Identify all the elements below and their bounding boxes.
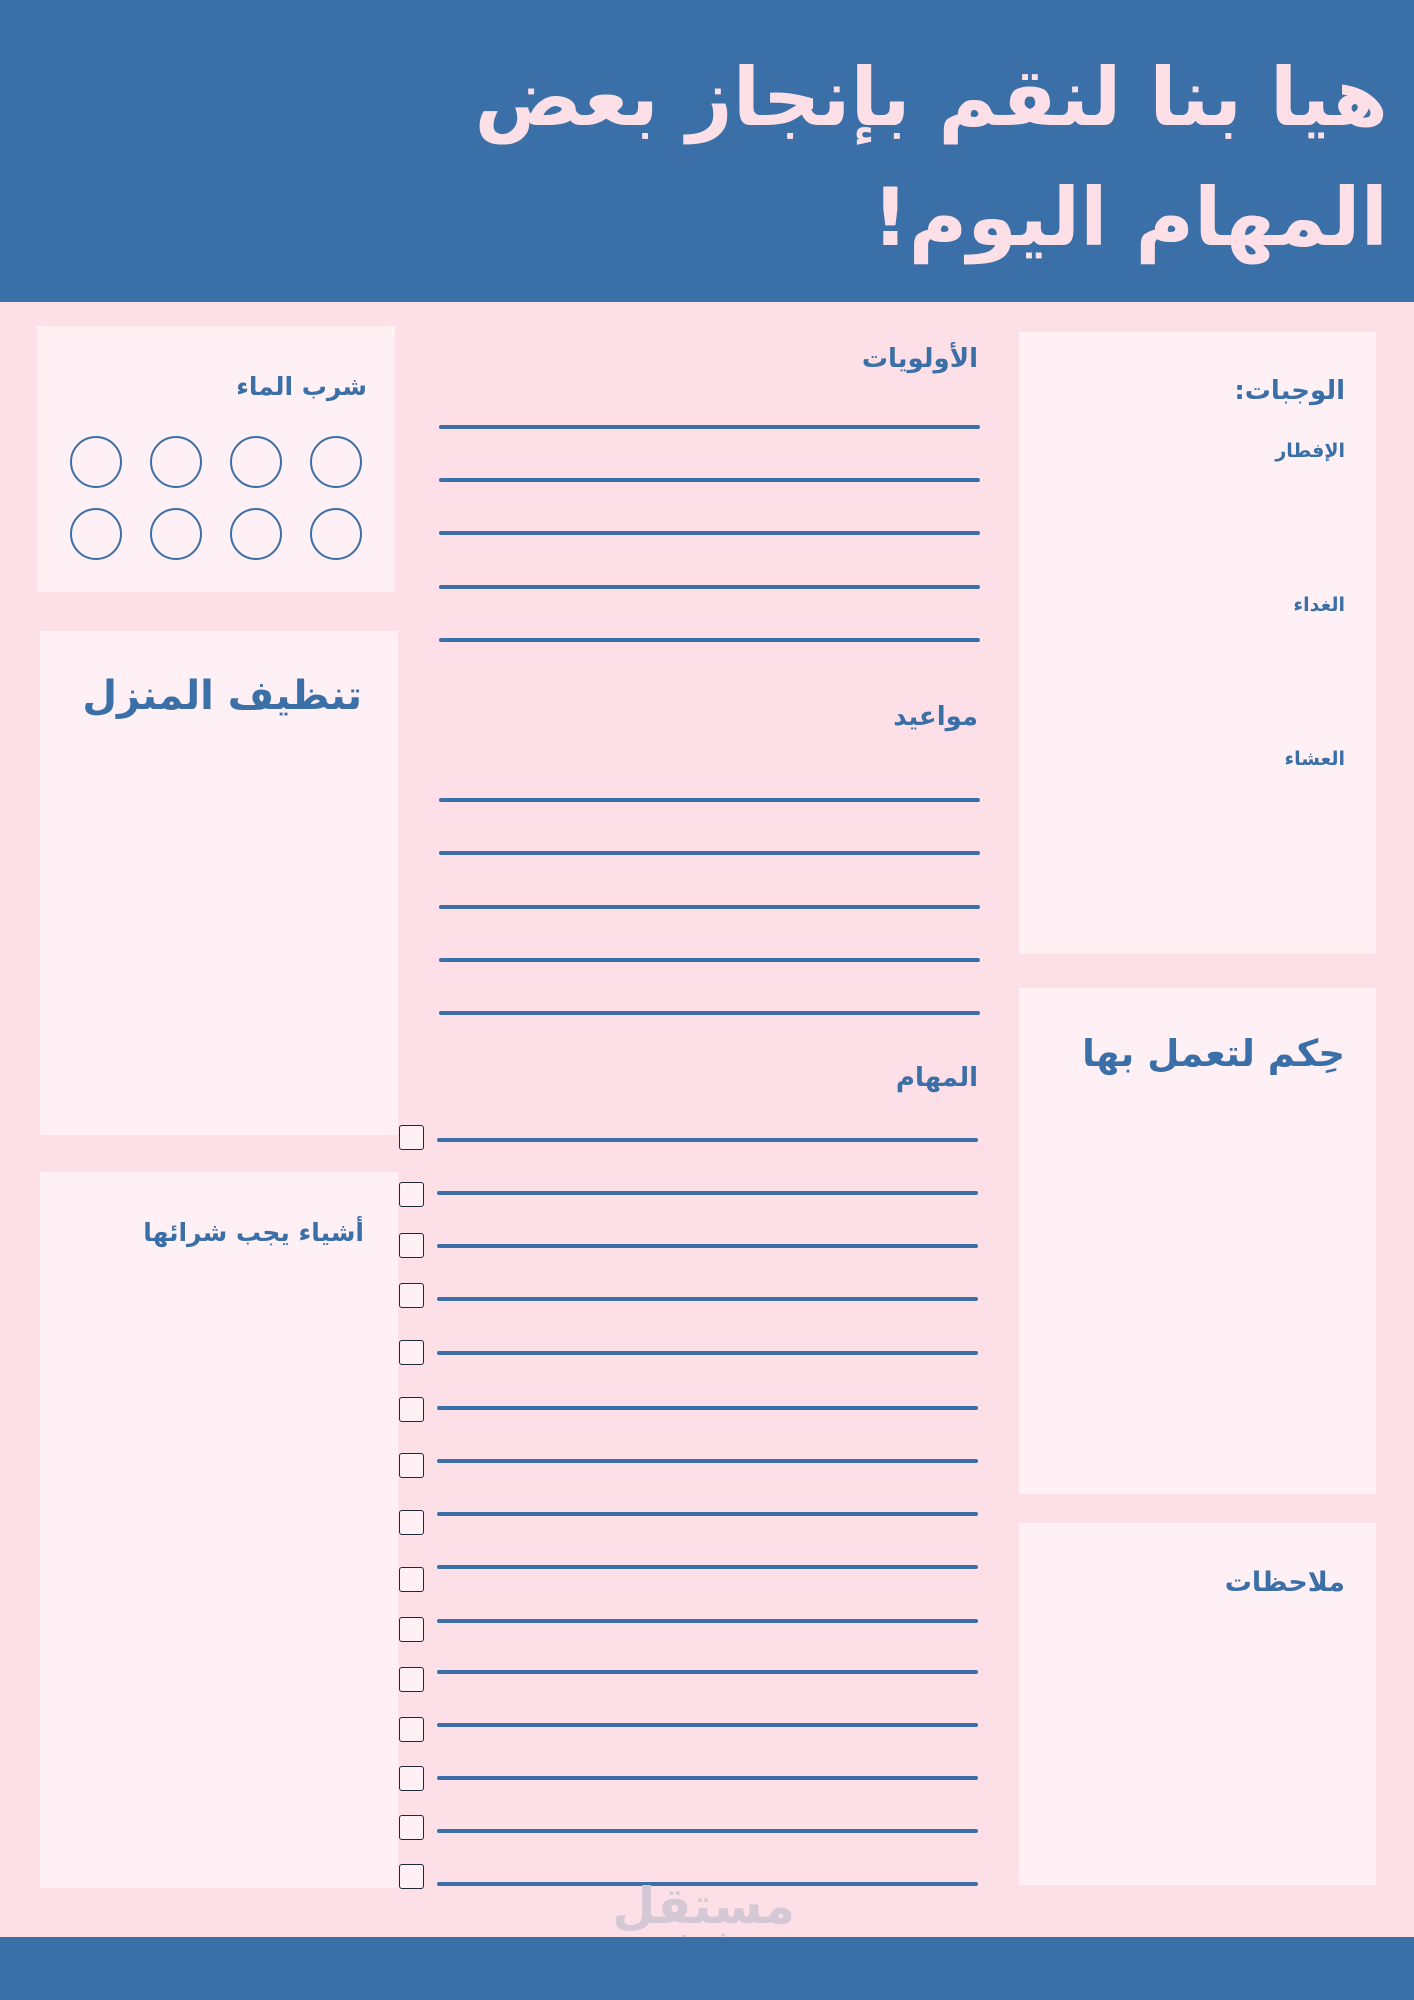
task-checkbox[interactable] bbox=[399, 1182, 424, 1207]
shopping-title: أشياء يجب شرائها bbox=[143, 1218, 364, 1247]
watermark-arabic: مستقل bbox=[612, 1877, 795, 1935]
appointment-line[interactable] bbox=[439, 905, 980, 909]
priority-line[interactable] bbox=[439, 585, 980, 589]
water-cup-circle[interactable] bbox=[150, 508, 202, 560]
task-line[interactable] bbox=[437, 1565, 978, 1569]
task-line[interactable] bbox=[437, 1244, 978, 1248]
task-line[interactable] bbox=[437, 1670, 978, 1674]
meal-label-breakfast: الإفطار bbox=[1275, 440, 1345, 462]
house-cleaning-title: تنظيف المنزل bbox=[82, 673, 362, 719]
water-panel bbox=[37, 326, 395, 592]
task-checkbox[interactable] bbox=[399, 1510, 424, 1535]
meals-panel bbox=[1019, 332, 1376, 954]
meal-label-lunch: الغداء bbox=[1293, 594, 1345, 616]
priority-line[interactable] bbox=[439, 531, 980, 535]
footer-bar bbox=[0, 1937, 1414, 2000]
task-line[interactable] bbox=[437, 1829, 978, 1833]
water-cup-circle[interactable] bbox=[70, 436, 122, 488]
appointments-title: مواعيد bbox=[893, 702, 978, 732]
header-banner bbox=[0, 0, 1414, 302]
appointment-line[interactable] bbox=[439, 958, 980, 962]
priority-line[interactable] bbox=[439, 638, 980, 642]
priorities-title: الأولويات bbox=[861, 344, 978, 374]
water-cup-circle[interactable] bbox=[310, 508, 362, 560]
task-line[interactable] bbox=[437, 1723, 978, 1727]
task-checkbox[interactable] bbox=[399, 1864, 424, 1889]
water-cup-circle[interactable] bbox=[70, 508, 122, 560]
task-checkbox[interactable] bbox=[399, 1617, 424, 1642]
task-line[interactable] bbox=[437, 1138, 978, 1142]
water-cup-circle[interactable] bbox=[230, 508, 282, 560]
priority-line[interactable] bbox=[439, 425, 980, 429]
water-cup-circle[interactable] bbox=[230, 436, 282, 488]
task-checkbox[interactable] bbox=[399, 1233, 424, 1258]
task-checkbox[interactable] bbox=[399, 1766, 424, 1791]
task-checkbox[interactable] bbox=[399, 1397, 424, 1422]
water-cup-circle[interactable] bbox=[310, 436, 362, 488]
wisdom-title: حِكم لتعمل بها bbox=[1082, 1032, 1345, 1075]
appointment-line[interactable] bbox=[439, 1011, 980, 1015]
meals-title: الوجبات: bbox=[1234, 376, 1345, 406]
notes-panel[interactable] bbox=[1019, 1523, 1376, 1885]
house-cleaning-panel[interactable] bbox=[40, 631, 398, 1135]
wisdom-panel[interactable] bbox=[1019, 988, 1376, 1494]
task-checkbox[interactable] bbox=[399, 1125, 424, 1150]
water-cup-circle[interactable] bbox=[150, 436, 202, 488]
task-line[interactable] bbox=[437, 1191, 978, 1195]
task-checkbox[interactable] bbox=[399, 1453, 424, 1478]
tasks-title: المهام bbox=[895, 1063, 978, 1093]
task-checkbox[interactable] bbox=[399, 1815, 424, 1840]
task-checkbox[interactable] bbox=[399, 1717, 424, 1742]
shopping-panel[interactable] bbox=[40, 1172, 398, 1888]
task-line[interactable] bbox=[437, 1459, 978, 1463]
appointment-line[interactable] bbox=[439, 851, 980, 855]
meal-label-dinner: العشاء bbox=[1284, 748, 1345, 770]
water-title: شرب الماء bbox=[236, 372, 367, 401]
task-line[interactable] bbox=[437, 1406, 978, 1410]
task-checkbox[interactable] bbox=[399, 1283, 424, 1308]
task-checkbox[interactable] bbox=[399, 1567, 424, 1592]
notes-title: ملاحظات bbox=[1224, 1567, 1345, 1598]
priority-line[interactable] bbox=[439, 478, 980, 482]
task-line[interactable] bbox=[437, 1776, 978, 1780]
page-title: هيا بنا لنقم بإنجاز بعض المهام اليوم! bbox=[474, 51, 1388, 264]
task-checkbox[interactable] bbox=[399, 1340, 424, 1365]
task-line[interactable] bbox=[437, 1512, 978, 1516]
task-line[interactable] bbox=[437, 1351, 978, 1355]
task-line[interactable] bbox=[437, 1619, 978, 1623]
task-checkbox[interactable] bbox=[399, 1667, 424, 1692]
appointment-line[interactable] bbox=[439, 798, 980, 802]
task-line[interactable] bbox=[437, 1297, 978, 1301]
